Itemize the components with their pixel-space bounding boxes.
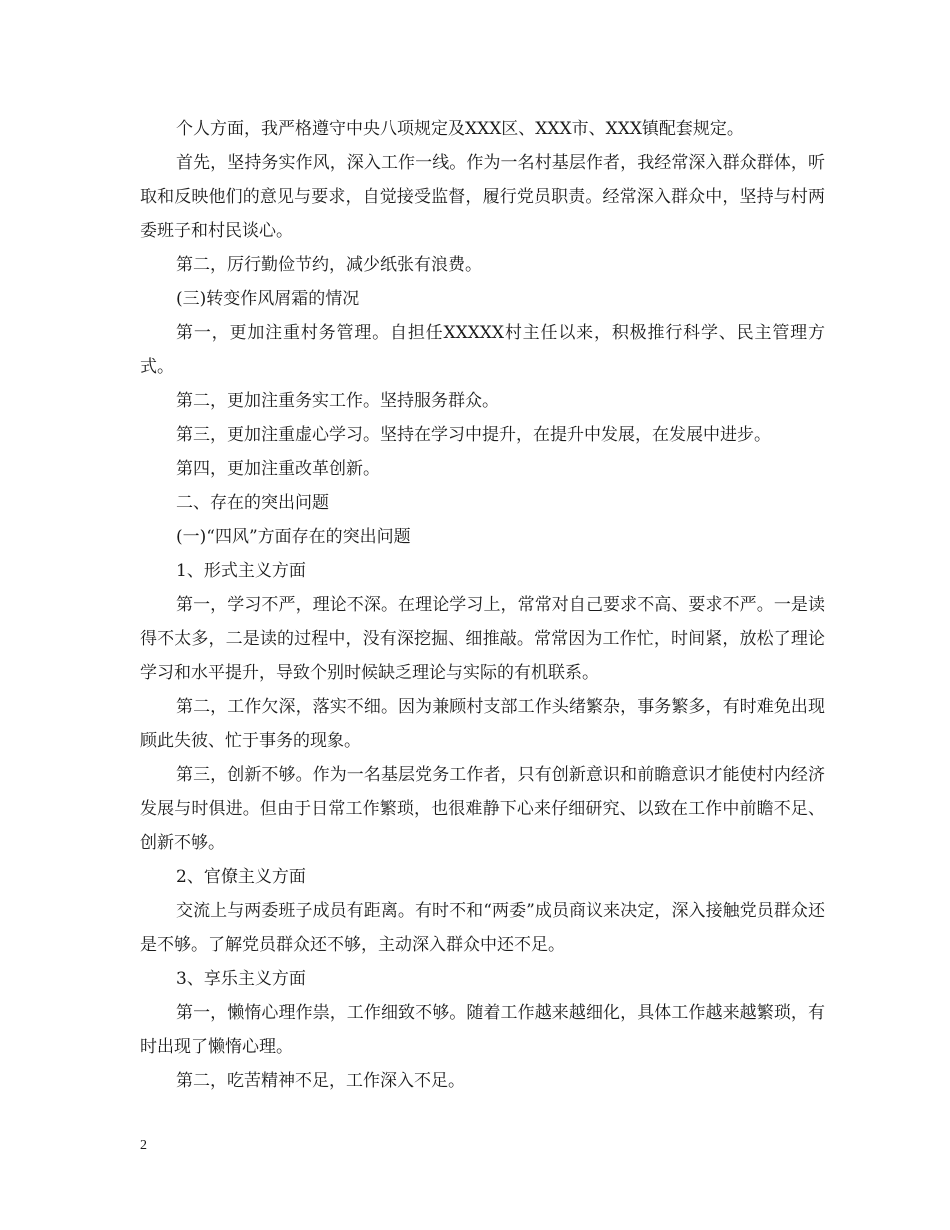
paragraph: 首先，坚持务实作风，深入工作一线。作为一名村基层作者，我经常深入群众群体，听取和反映他们的意见与要求，自觉接受监督，履行党员职责。经常深入群众中，坚持与村两委班子和村民谈心。	[140, 153, 825, 241]
paragraph: 个人方面，我严格遵守中央八项规定及XXX区、XXX市、XXX镇配套规定。	[176, 119, 744, 139]
section-heading: 二、存在的突出问题	[176, 493, 329, 513]
section-heading: (一)“四风”方面存在的突出问题	[176, 527, 411, 547]
section-heading: (三)转变作风屑霜的情况	[176, 289, 360, 309]
paragraph: 第一，懒惰心理作祟，工作细致不够。随着工作越来越细化，具体工作越来越繁琐，有时出现了懒惰心理。	[140, 1003, 825, 1057]
paragraph: 第二，工作欠深，落实不细。因为兼顾村支部工作头绪繁杂，事务繁多，有时难免出现顾此失彼、忙于事务的现象。	[140, 697, 825, 751]
paragraph: 第二，吃苦精神不足，工作深入不足。	[176, 1071, 465, 1091]
page-number: 2	[140, 1138, 147, 1153]
paragraph: 第二，更加注重务实工作。坚持服务群众。	[176, 391, 499, 411]
section-heading: 1、形式主义方面	[176, 561, 306, 581]
paragraph: 第一，更加注重村务管理。自担任XXXXX村主任以来，积极推行科学、民主管理方式。	[140, 323, 825, 377]
paragraph: 第三，创新不够。作为一名基层党务工作者，只有创新意识和前瞻意识才能使村内经济发展与时俱进。但由于日常工作繁琐，也很难静下心来仔细研究、以致在工作中前瞻不足、创新不够。	[140, 765, 825, 853]
document-body	[140, 112, 825, 1098]
section-heading: 2、官僚主义方面	[176, 867, 306, 887]
paragraph: 第四，更加注重改革创新。	[176, 459, 380, 479]
paragraph: 第一，学习不严，理论不深。在理论学习上，常常对自己要求不高、要求不严。一是读得不太多，二是读的过程中，没有深挖掘、细推敲。常常因为工作忙，时间紧，放松了理论学习和水平提升，导致个别时候缺乏理论与实际的有机联系。	[140, 595, 825, 683]
paragraph: 交流上与两委班子成员有距离。有时不和“两委”成员商议来决定，深入接触党员群众还是不够。了解党员群众还不够，主动深入群众中还不足。	[140, 901, 825, 955]
paragraph: 第三，更加注重虚心学习。坚持在学习中提升，在提升中发展，在发展中进步。	[176, 425, 771, 445]
paragraph: 第二，厉行勤俭节约，减少纸张有浪费。	[176, 255, 482, 275]
section-heading: 3、享乐主义方面	[176, 969, 306, 989]
